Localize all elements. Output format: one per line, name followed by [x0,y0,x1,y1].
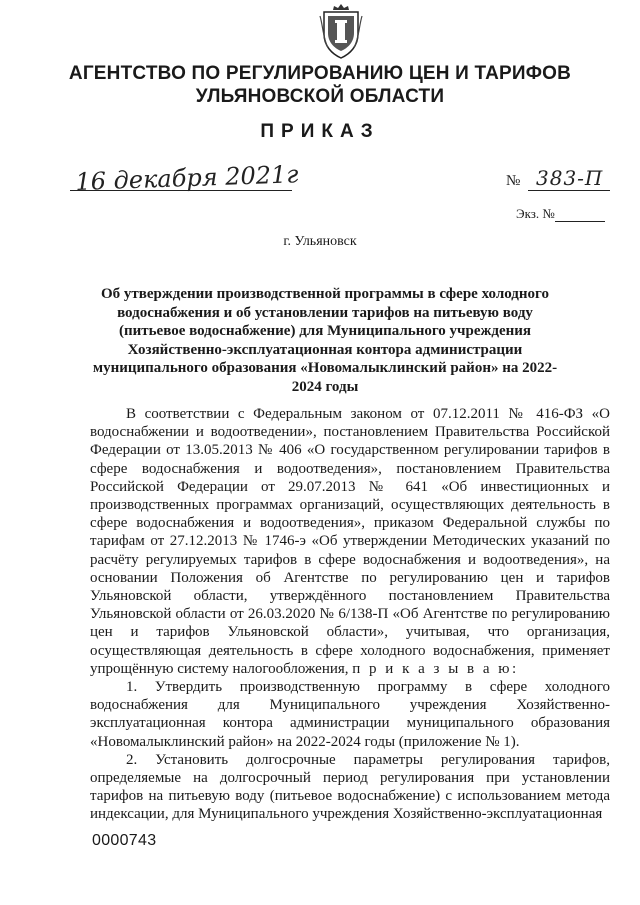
document-serial-code: 0000743 [92,832,157,849]
item-2-paragraph: 2. Установить долгосрочные параметры регулирования тарифов, определяемые на долгосрочный период регулирования при установлении тарифов на питьевую воду (питьевое водоснабжение) с использованием метода индексации, для Муниципального учреждения Хозяйственно-эксплуатационная [90,751,610,823]
copy-number-label: Экз. № [516,206,555,221]
handwritten-number: 383-П [536,166,604,190]
document-type-title: ПРИКАЗ [260,121,380,142]
item-1-paragraph: 1. Утвердить производственную программу в сфере холодного водоснабжения для Муниципального учреждения Хозяйственно-эксплуатационная контора администрации муниципального образования «Новомалыклинский район» на 2022-2024 годы (приложение № 1). [90,679,610,750]
handwritten-date: 16 декабря 2021г [75,160,299,196]
order-word: п р и к а з ы в а ю: [352,660,519,677]
agency-name-line2: УЛЬЯНОВСКОЙ ОБЛАСТИ [195,86,445,107]
city: г. Ульяновск [283,234,357,249]
copy-number-field [516,206,605,222]
order-body [90,405,610,824]
number-sign: № [506,173,521,189]
coat-of-arms-emblem [318,2,364,60]
copy-number-blank [555,209,605,222]
agency-name-line1: АГЕНТСТВО ПО РЕГУЛИРОВАНИЮ ЦЕН И ТАРИФОВ [68,63,572,84]
number-underline [528,190,610,191]
order-title: Об утверждении производственной программы в сфере холодного водоснабжения и об установлении тарифов на питьевую воду (питьевое водоснабжение) для Муниципального учреждения Хозяйственно-эксплуатационная контора администрации муниципального образования «Новомалыклинский район» на 2022-2024 годы [92,286,558,395]
agency-name [60,62,580,108]
preamble-paragraph [90,405,610,678]
preamble-text: В соответствии с Федеральным законом от 07.12.2011 № 416-ФЗ «О водоснабжении и водоотведении», постановлением Правительства Российской Федерации от 13.05.2013 № 406 «О государственном регулировании тарифов в сфере водоснабжения и водоотведения», постановлением Правительства Российской Федерации от 29.07.2013 № 641 «Об инвестиционных и производственных программах организаций, осуществляющих деятельность в сфере водоснабжения и водоотведения», приказом Федеральной службы по тарифам от 27.12.2013 № 1746-э «Об утверждении Методических указаний по расчёту регулируемых тарифов в сфере водоснабжения и водоотведения», на основании Положения об Агентстве по регулированию цен и тарифов Ульяновской области, утверждённого постановлением Правительства Ульяновской области от 26.03.2020 № 6/138-П «Об Агентстве по регулированию цен и тарифов Ульяновской области», учитывая, что организация, осуществляющая деятельность в сфере холодного водоснабжения, применяет упрощённую систему налогообложения, [90,406,610,677]
